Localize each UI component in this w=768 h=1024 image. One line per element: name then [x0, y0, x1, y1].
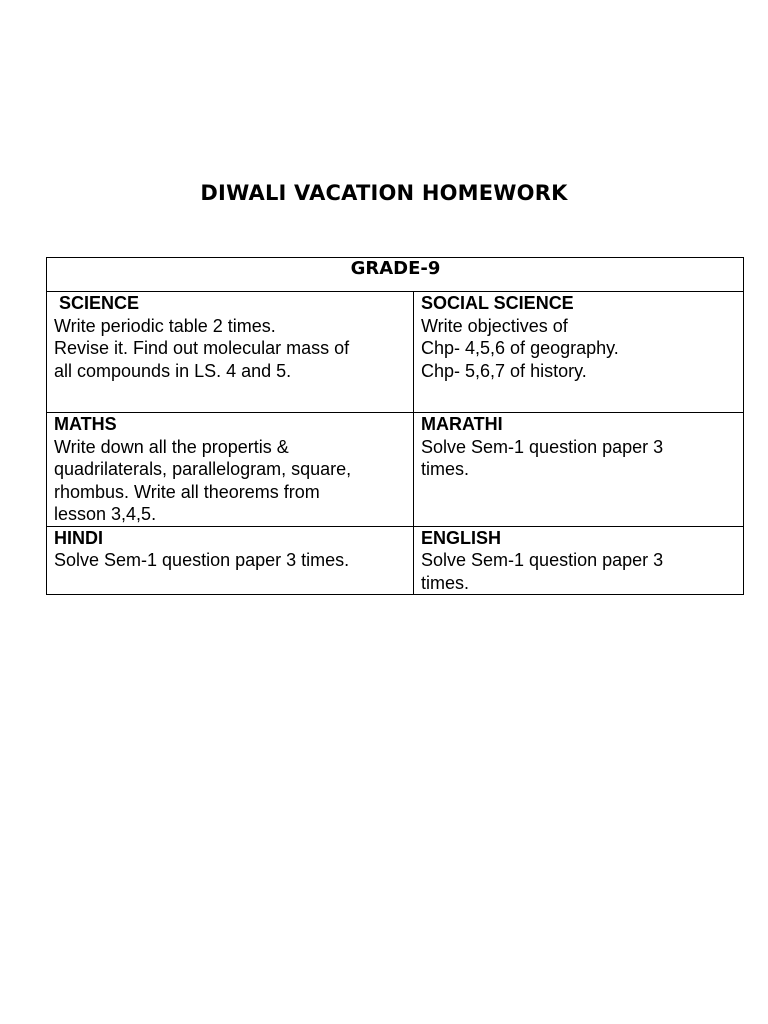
- grade-header: GRADE-9: [47, 258, 744, 292]
- subject-label: ENGLISH: [421, 527, 502, 548]
- task-line: Write periodic table 2 times.: [54, 315, 276, 336]
- science-cell: [47, 292, 414, 413]
- subject-label: MATHS: [54, 414, 117, 434]
- table-row: [47, 413, 744, 527]
- hindi-cell: [47, 526, 414, 595]
- task-line: Solve Sem-1 question paper 3: [421, 436, 664, 457]
- task-line: Chp- 4,5,6 of geography.: [421, 338, 619, 358]
- subject-label: SCIENCE: [54, 293, 140, 313]
- task-line: all compounds in LS. 4 and 5.: [54, 360, 292, 381]
- subject-label: MARATHI: [421, 414, 503, 434]
- homework-table: [46, 257, 744, 595]
- task-line: Write down all the propertis &: [54, 436, 289, 457]
- task-line: Revise it. Find out molecular mass of: [54, 338, 350, 358]
- task-line: rhombus. Write all theorems from: [54, 481, 320, 502]
- social-science-cell: [414, 292, 744, 413]
- table-row: [47, 292, 744, 413]
- task-line: Write objectives of: [421, 315, 568, 336]
- table-row: [47, 526, 744, 595]
- marathi-cell: [414, 413, 744, 527]
- task-line: times.: [421, 459, 470, 479]
- subject-label: SOCIAL SCIENCE: [421, 293, 574, 313]
- subject-label: HINDI: [54, 527, 103, 548]
- task-line: Solve Sem-1 question paper 3: [421, 550, 664, 570]
- task-line: lesson 3,4,5.: [54, 504, 157, 524]
- page-title: DIWALI VACATION HOMEWORK: [200, 181, 568, 205]
- task-line: Chp- 5,6,7 of history.: [421, 360, 587, 381]
- task-line: times.: [421, 572, 470, 593]
- task-line: quadrilaterals, parallelogram, square,: [54, 459, 352, 479]
- english-cell: [414, 526, 744, 595]
- task-line: Solve Sem-1 question paper 3 times.: [54, 550, 350, 570]
- maths-cell: [47, 413, 414, 527]
